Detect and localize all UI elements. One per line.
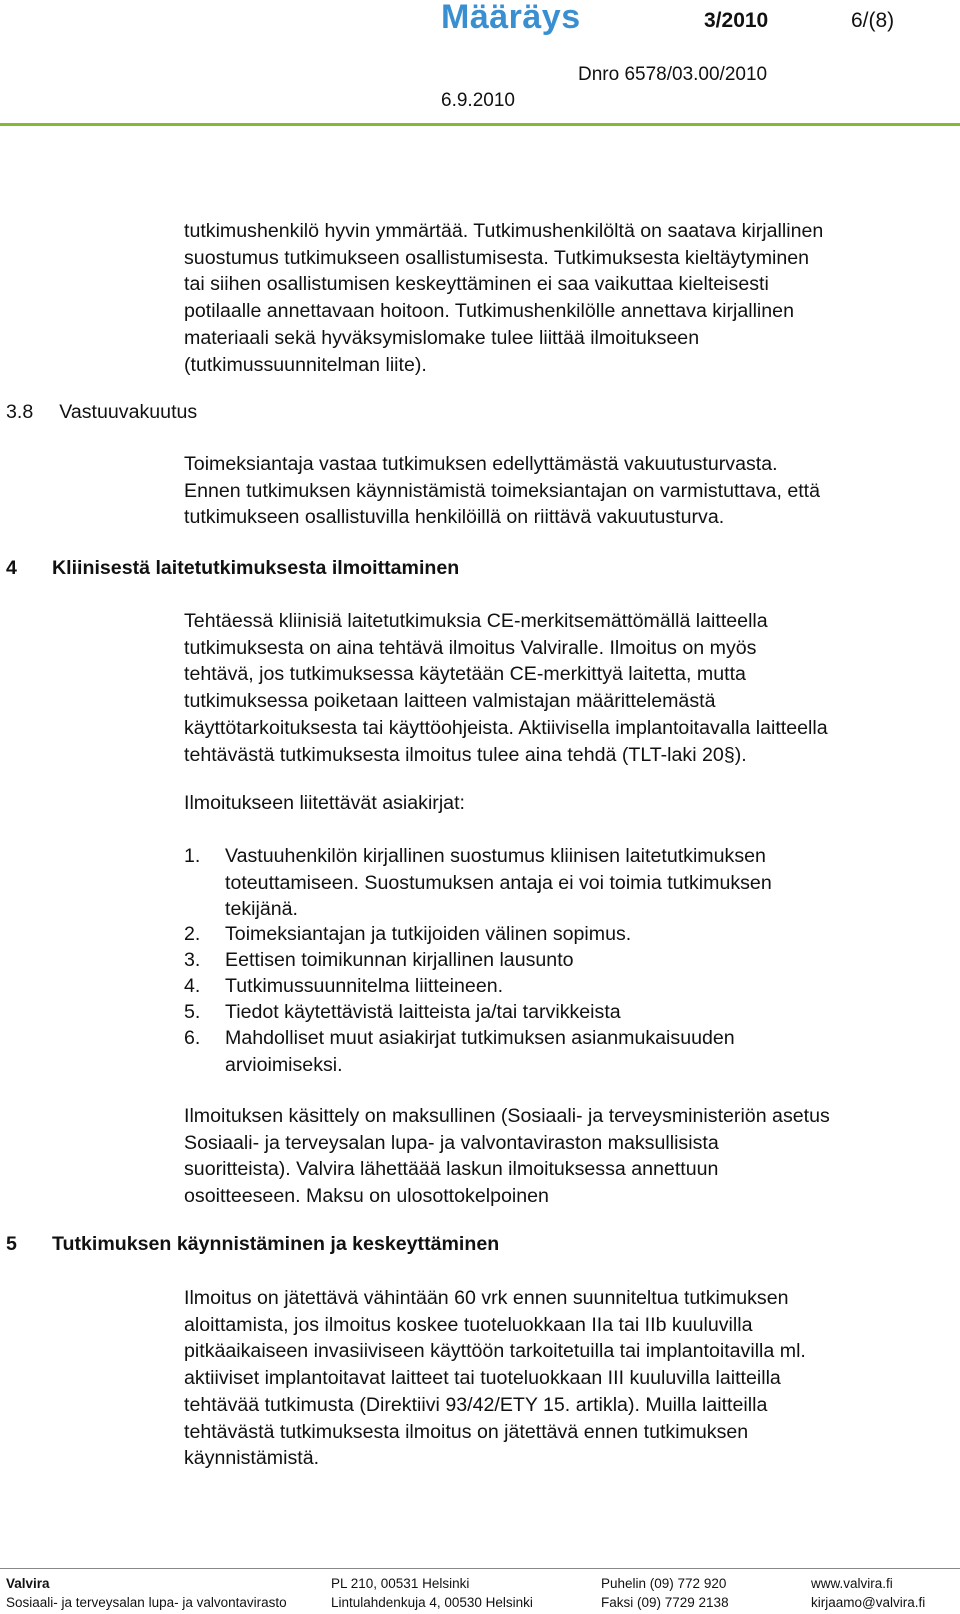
- page-number: 6/(8): [851, 9, 895, 32]
- footer-org: Valvira: [6, 1576, 50, 1591]
- text-line: tai siihen osallistumisen keskeyttäminen ei saa vaikuttaa kielteisesti: [184, 273, 769, 296]
- document-type-title: Määräys: [441, 0, 581, 36]
- text-line: Sosiaali- ja terveysalan lupa- ja valvontaviraston maksullisista: [184, 1131, 719, 1154]
- text-line: Vastuuhenkilön kirjallinen suostumus kliinisen laitetutkimuksen: [225, 845, 766, 867]
- section-number: 5: [6, 1233, 17, 1255]
- footer-street: Lintulahdenkuja 4, 00530 Helsinki: [331, 1595, 533, 1610]
- section-3-8-heading: [6, 401, 197, 424]
- footer-web-link[interactable]: www.valvira.fi: [811, 1576, 893, 1591]
- list-number: 1.: [184, 845, 201, 867]
- text-line: osoitteeseen. Maksu on ulosottokelpoinen: [184, 1185, 549, 1208]
- section-5-heading: [6, 1233, 499, 1256]
- section-5-paragraph: [184, 1285, 806, 1472]
- dnro: Dnro 6578/03.00/2010: [578, 64, 768, 85]
- regulation-number: 3/2010: [704, 9, 769, 32]
- section-4-paragraph-2: [184, 1103, 830, 1210]
- footer-divider: [0, 1568, 960, 1569]
- attachments-label: [184, 790, 465, 817]
- text-line: käynnistämistä.: [184, 1447, 320, 1470]
- section-number: 3.8: [6, 401, 34, 423]
- text-line: Ilmoitukseen liitettävät asiakirjat:: [184, 792, 465, 814]
- text-line: Ennen tutkimuksen käynnistämistä toimeksiantajan on varmistuttava, että: [184, 479, 821, 502]
- text-line: Mahdolliset muut asiakirjat tutkimuksen asianmukaisuuden: [225, 1027, 735, 1049]
- section-title: Vastuuvakuutus: [59, 401, 198, 423]
- text-line: tehtävästä tutkimuksesta ilmoitus on jätettävä ennen tutkimuksen: [184, 1420, 749, 1443]
- footer-phone: Puhelin (09) 772 920: [601, 1576, 727, 1591]
- text-line: (tutkimussuunnitelman liite).: [184, 353, 427, 376]
- text-line: pitkäaikaiseen invasiiviseen käyttöön tarkoitetuilla tai implantoitavilla ml.: [184, 1340, 806, 1363]
- text-line: potilaalle annettavaan hoitoon. Tutkimushenkilölle annettava kirjallinen: [184, 300, 794, 323]
- section-number: 4: [6, 557, 17, 579]
- footer-org-full: Sosiaali- ja terveysalan lupa- ja valvontavirasto: [6, 1595, 287, 1610]
- footer-po-box: PL 210, 00531 Helsinki: [331, 1576, 470, 1591]
- list-number: 3.: [184, 949, 201, 971]
- section-3-8-paragraph: [184, 451, 820, 531]
- list-number: 6.: [184, 1027, 201, 1049]
- section-4-heading: [6, 557, 459, 580]
- text-line: Tiedot käytettävistä laitteista ja/tai tarvikkeista: [225, 1001, 621, 1023]
- footer-email-link[interactable]: kirjaamo@valvira.fi: [811, 1595, 926, 1610]
- text-line: Tehtäessä kliinisiä laitetutkimuksia CE-merkitsemättömällä laitteella: [184, 610, 768, 632]
- text-line: Ilmoituksen käsittely on maksullinen (Sosiaali- ja terveysministeriön asetus: [184, 1105, 830, 1127]
- text-line: Ilmoitus on jätettävä vähintään 60 vrk ennen suunniteltua tutkimuksen: [184, 1287, 789, 1309]
- text-line: materiaali sekä hyväksymislomake tulee liittää ilmoitukseen: [184, 326, 700, 349]
- text-line: tekijänä.: [225, 898, 298, 921]
- text-line: tutkimukseen osallistuvilla henkilöillä on riittävä vakuutusturva.: [184, 506, 725, 529]
- text-line: arvioimiseksi.: [225, 1053, 343, 1076]
- text-line: tehtävää tutkimusta (Direktiivi 93/42/ETY 15. artikla). Muilla laitteilla: [184, 1393, 768, 1416]
- list-number: 2.: [184, 923, 201, 945]
- text-line: Toimeksiantajan ja tutkijoiden välinen sopimus.: [225, 923, 632, 945]
- section-title: Kliinisestä laitetutkimuksesta ilmoittaminen: [52, 557, 460, 579]
- text-line: tehtävä, jos tutkimuksessa käytetään CE-merkittyä laitetta, mutta: [184, 663, 746, 686]
- text-line: suoritteista). Valvira lähettäää laskun ilmoituksessa annettuun: [184, 1158, 719, 1181]
- text-line: tehtävästä tutkimuksesta ilmoitus tulee aina tehdä (TLT-laki 20§).: [184, 743, 747, 766]
- header-divider: [0, 123, 960, 126]
- text-line: Tutkimussuunnitelma liitteineen.: [225, 975, 504, 997]
- text-line: toteuttamiseen. Suostumuksen antaja ei voi toimia tutkimuksen: [225, 871, 772, 894]
- document-date: 6.9.2010: [441, 90, 515, 111]
- text-line: aloittamista, jos ilmoitus koskee tuoteluokkaan IIa tai IIb kuuluvilla: [184, 1313, 753, 1336]
- text-line: suostumus tutkimukseen osallistumisesta. Tutkimuksesta kieltäytyminen: [184, 246, 810, 269]
- intro-paragraph: [184, 218, 823, 378]
- text-line: käyttötarkoituksesta tai käyttöohjeista. Aktiivisella implantoitavalla laitteella: [184, 716, 828, 739]
- text-line: Toimeksiantaja vastaa tutkimuksen edellyttämästä vakuutusturvasta.: [184, 453, 778, 475]
- text-line: Eettisen toimikunnan kirjallinen lausunto: [225, 949, 574, 971]
- footer-fax: Faksi (09) 7729 2138: [601, 1595, 729, 1610]
- section-title: Tutkimuksen käynnistäminen ja keskeyttäminen: [52, 1233, 500, 1255]
- list-number: 4.: [184, 975, 201, 997]
- text-line: aktiiviset implantoitavat laitteet tai tuoteluokkaan III kuuluvilla laitteilla: [184, 1367, 781, 1390]
- text-line: tutkimuksessa poiketaan laitteen valmistajan määrittelemästä: [184, 690, 716, 713]
- section-4-paragraph-1: [184, 608, 828, 768]
- text-line: tutkimushenkilö hyvin ymmärtää. Tutkimushenkilöltä on saatava kirjallinen: [184, 220, 824, 242]
- list-number: 5.: [184, 1001, 201, 1023]
- text-line: tutkimuksesta on aina tehtävä ilmoitus Valviralle. Ilmoitus on myös: [184, 636, 757, 659]
